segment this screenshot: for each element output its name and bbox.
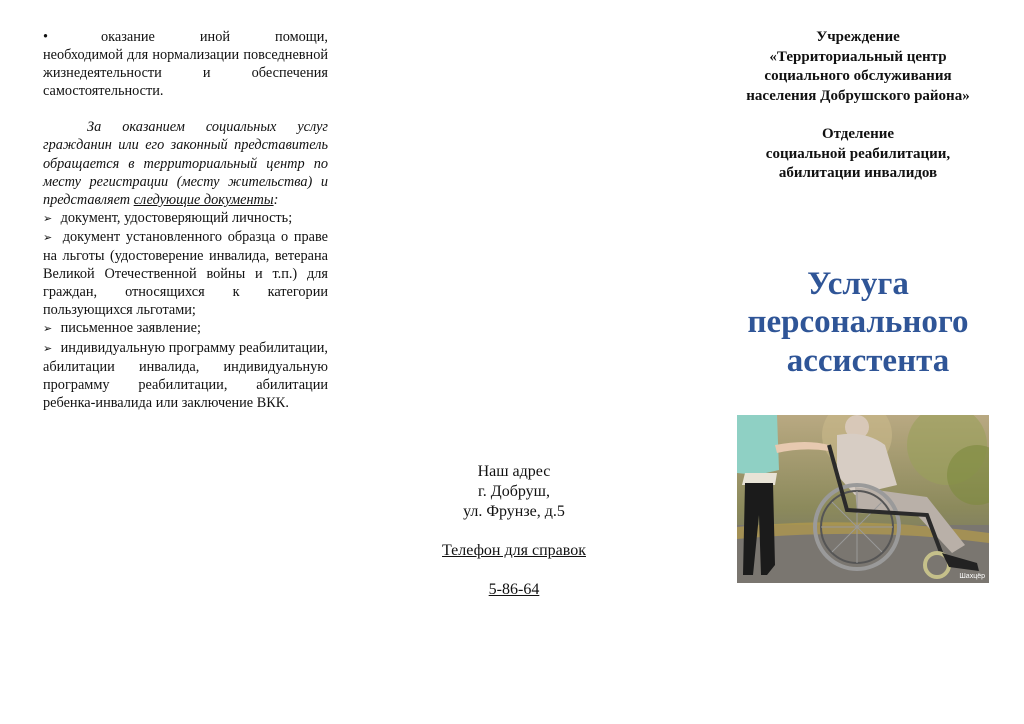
wheelchair-photo-icon [737, 415, 989, 583]
document-item [43, 228, 328, 319]
document-item [43, 339, 328, 412]
bullet-text: оказание иной помощи, необходимой для нормализации повседневной жизнедеятельности и обеспечения самостоятельности. [43, 29, 328, 100]
document-item-text: документ установленного образца о праве на льготы (удостоверение инвалида, ветерана Великой Отечественной войны и т.п.) для граждан, относящихся к категории пользующихся льготами; [43, 228, 328, 319]
documents-colon: : [273, 191, 279, 208]
contact-panel [400, 462, 628, 600]
bullet-paragraph [43, 28, 328, 100]
document-item-text: индивидуальную программу реабилитации, абилитации инвалида, индивидуальную программу реабилитации, абилитации ребенка-инвалида или заключение ВКК. [43, 339, 328, 411]
title-line: персонального [747, 304, 969, 340]
org-line: Учреждение [816, 29, 900, 45]
bullet-icon: • [43, 29, 49, 45]
phone-label: Телефон для справок [442, 542, 586, 559]
documents-link-text: следующие документы [133, 191, 274, 208]
dept-line: абилитации инвалидов [778, 165, 938, 181]
wheelchair-photo [737, 415, 989, 583]
service-title [718, 265, 998, 381]
arrow-bullet-icon: ➢ [43, 230, 53, 244]
org-line: социального обслуживания [764, 68, 952, 84]
documents-intro-text: За оказанием социальных услуг гражданин или его законный представитель обращается в территориальный центр по месту регистрации (месту жительства) и представляет [43, 119, 328, 208]
address-city: г. Добруш, [478, 483, 550, 500]
title-line: ассистента [786, 342, 950, 379]
cover-panel [718, 28, 998, 380]
org-line: «Территориальный центр [769, 48, 947, 65]
dept-line: социальной реабилитации, [765, 145, 951, 162]
address-street: ул. Фрунзе, д.5 [463, 503, 565, 520]
documents-intro [43, 118, 328, 208]
left-panel [43, 28, 328, 412]
org-line: населения Добрушского района» [746, 87, 970, 104]
document-item [43, 319, 328, 338]
dept-line: Отделение [821, 126, 895, 142]
arrow-bullet-icon: ➢ [43, 211, 53, 225]
document-item-text: документ, удостоверяющий личность; [60, 209, 293, 226]
title-line: Услуга [807, 265, 909, 302]
document-item [43, 209, 328, 228]
arrow-bullet-icon: ➢ [43, 341, 53, 355]
arrow-bullet-icon: ➢ [43, 322, 53, 336]
photo-watermark: Шахцёр [959, 573, 985, 580]
document-item-text: письменное заявление; [60, 320, 201, 337]
phone-number: 5-86-64 [488, 581, 540, 598]
address-label: Наш адрес [477, 463, 551, 480]
